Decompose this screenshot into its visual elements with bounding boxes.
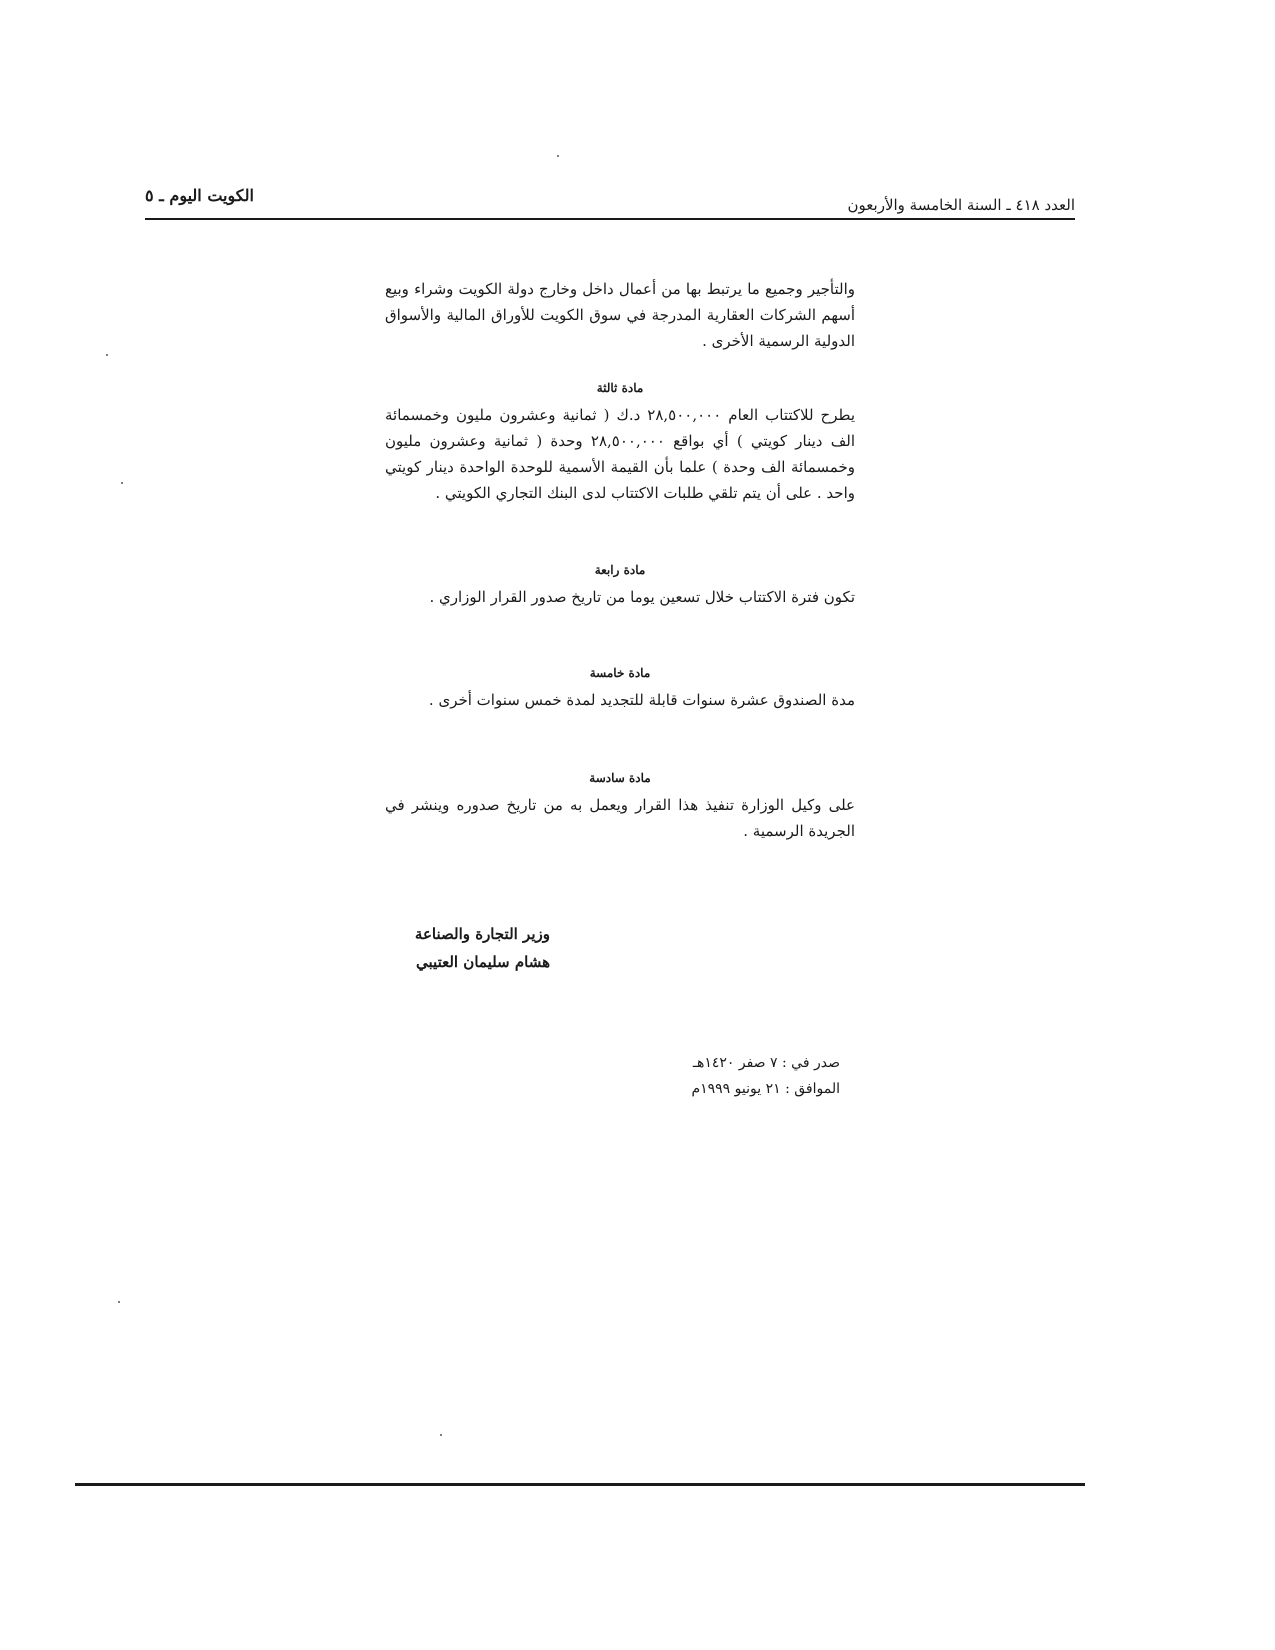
article-3-text: يطرح للاكتتاب العام ٢٨,٥٠٠,٠٠٠ د.ك ( ثمانية وعشرون مليون وخمسمائة الف دينار كويتي ) أي بواقع ٢٨,٥٠٠,٠٠٠ وحدة ( ثمانية وعشرون مليون وخمسمائة الف وحدة ) علما بأن القيمة الأسمية للوحدة الواحدة دينار كويتي واحد . على أن يتم تلقي طلبات الاكتتاب لدى البنك التجاري الكويتي .	[385, 406, 855, 502]
page-header	[145, 186, 1075, 216]
article-3-heading: مادة ثالثة	[596, 381, 644, 395]
signatory-name: هشام سليمان العتيبي	[416, 953, 550, 971]
signatory-title: وزير التجارة والصناعة	[414, 925, 550, 943]
article-6-text: على وكيل الوزارة تنفيذ هذا القرار ويعمل به من تاريخ صدوره وينشر في الجريدة الرسمية .	[385, 796, 855, 840]
article-5-heading: مادة خامسة	[589, 666, 651, 680]
date-block	[660, 1050, 840, 1102]
scan-speck	[557, 155, 559, 157]
article-6-heading: مادة سادسة	[589, 771, 651, 785]
gregorian-date: الموافق : ٢١ يونيو ١٩٩٩م	[691, 1081, 840, 1097]
header-rule	[145, 218, 1075, 220]
hijri-date: صدر في : ٧ صفر ١٤٢٠هـ	[692, 1055, 840, 1071]
signature-block	[380, 920, 550, 976]
article-5-text: مدة الصندوق عشرة سنوات قابلة للتجديد لمدة خمس سنوات أخرى .	[428, 691, 855, 709]
scan-speck	[440, 1434, 442, 1436]
scan-speck	[106, 354, 108, 356]
footer-rule	[75, 1483, 1085, 1486]
article-4-text: تكون فترة الاكتتاب خلال تسعين يوما من تاريخ صدور القرار الوزاري .	[429, 588, 855, 606]
issue-label: العدد ٤١٨ ـ السنة الخامسة والأربعون	[847, 196, 1075, 214]
article-4-heading: مادة رابعة	[594, 563, 646, 577]
intro-paragraph: والتأجير وجميع ما يرتبط بها من أعمال داخل وخارج دولة الكويت وشراء وبيع أسهم الشركات العقارية المدرجة في سوق الكويت للأوراق المالية والأسواق الدولية الرسمية الأخرى .	[385, 280, 855, 350]
page-label: الكويت اليوم ـ ٥	[145, 186, 254, 205]
scan-speck	[121, 482, 123, 484]
scan-speck	[118, 1301, 120, 1303]
